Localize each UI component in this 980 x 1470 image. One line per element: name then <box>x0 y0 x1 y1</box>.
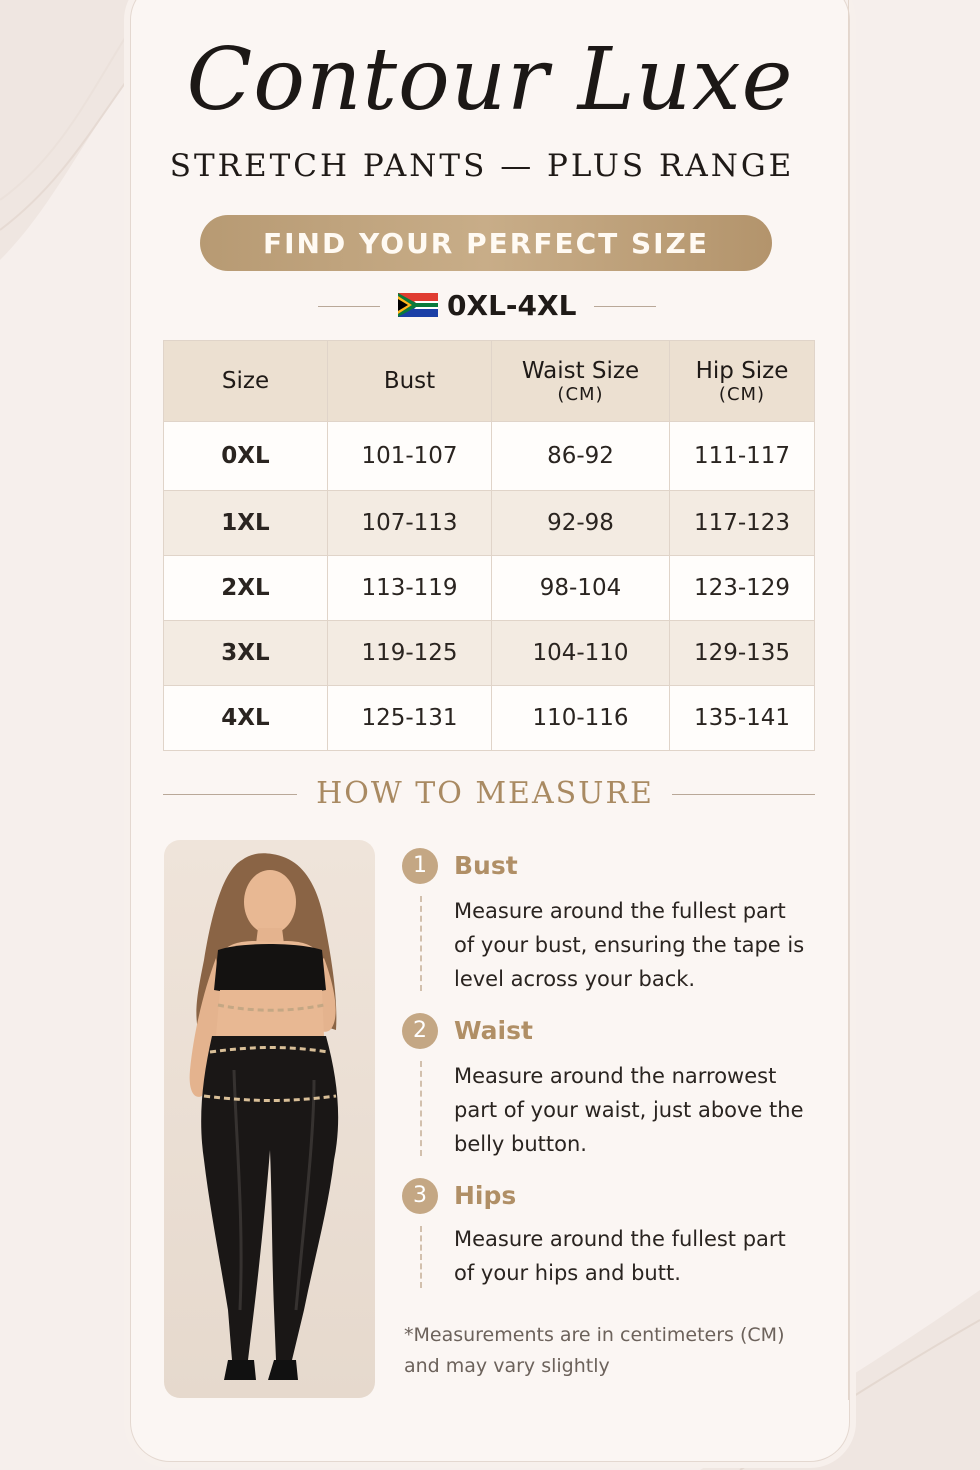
bust-cell: 113-119 <box>328 556 492 621</box>
step-hips <box>402 1178 832 1308</box>
table-header-row <box>164 341 815 422</box>
waist-cell: 86-92 <box>492 422 670 491</box>
size-cell: 0XL <box>164 422 328 491</box>
hip-cell: 129-135 <box>670 621 815 686</box>
hip-cell: 135-141 <box>670 686 815 751</box>
header-waist: Waist Size (CM) <box>492 341 670 422</box>
waist-cell: 104-110 <box>492 621 670 686</box>
model-illustration <box>164 840 375 1398</box>
table-row <box>164 556 815 621</box>
step-description: Measure around the fullest part of your hips and butt. <box>454 1227 786 1285</box>
size-range <box>0 286 980 326</box>
product-subtitle: STRETCH PANTS — PLUS RANGE <box>169 148 795 184</box>
waist-cell: 98-104 <box>492 556 670 621</box>
note-line-2: and may vary slightly <box>404 1355 610 1377</box>
note-line-1: *Measurements are in centimeters (CM) <box>404 1324 785 1346</box>
waist-cell: 92-98 <box>492 491 670 556</box>
bust-cell: 107-113 <box>328 491 492 556</box>
hip-cell: 117-123 <box>670 491 815 556</box>
measure-steps <box>402 848 832 1308</box>
hip-cell: 123-129 <box>670 556 815 621</box>
heading-divider-right <box>672 794 815 795</box>
step-waist <box>402 1013 832 1178</box>
brand-title: Contour Luxe <box>186 30 794 130</box>
range-divider-left <box>318 306 380 307</box>
bust-cell: 119-125 <box>328 621 492 686</box>
step-connector <box>420 1061 422 1156</box>
size-range-label: 0XL-4XL <box>447 289 577 322</box>
how-to-measure-heading <box>0 772 980 816</box>
step-connector <box>420 1226 422 1288</box>
measurement-note <box>404 1320 824 1382</box>
step-description: Measure around the fullest part of your bust, ensuring the tape is level across your back. <box>454 899 805 991</box>
model-figure <box>164 840 375 1398</box>
south-africa-flag-icon <box>398 293 438 317</box>
step-number-badge: 2 <box>402 1013 438 1049</box>
hip-cell: 111-117 <box>670 422 815 491</box>
step-title: Bust <box>454 851 518 880</box>
header-bust: Bust <box>328 341 492 422</box>
size-table <box>163 340 815 751</box>
header-size: Size <box>164 341 328 422</box>
size-cell: 1XL <box>164 491 328 556</box>
table-row <box>164 491 815 556</box>
table-row <box>164 422 815 491</box>
size-cell: 2XL <box>164 556 328 621</box>
heading-divider-left <box>163 794 297 795</box>
step-number-badge: 3 <box>402 1178 438 1214</box>
range-divider-right <box>594 306 656 307</box>
step-number-badge: 1 <box>402 848 438 884</box>
step-title: Waist <box>454 1016 533 1045</box>
table-row <box>164 686 815 751</box>
step-title: Hips <box>454 1181 517 1210</box>
size-cell: 3XL <box>164 621 328 686</box>
find-size-button[interactable]: FIND YOUR PERFECT SIZE <box>200 215 772 271</box>
size-cell: 4XL <box>164 686 328 751</box>
step-description: Measure around the narrowest part of your waist, just above the belly button. <box>454 1064 804 1156</box>
waist-cell: 110-116 <box>492 686 670 751</box>
step-connector <box>420 896 422 991</box>
bust-cell: 101-107 <box>328 422 492 491</box>
bust-cell: 125-131 <box>328 686 492 751</box>
step-bust <box>402 848 832 1013</box>
table-row <box>164 621 815 686</box>
card-edge-line <box>848 0 849 1400</box>
header-hip: Hip Size (CM) <box>670 341 815 422</box>
how-to-measure-title: HOW TO MEASURE <box>316 776 654 811</box>
